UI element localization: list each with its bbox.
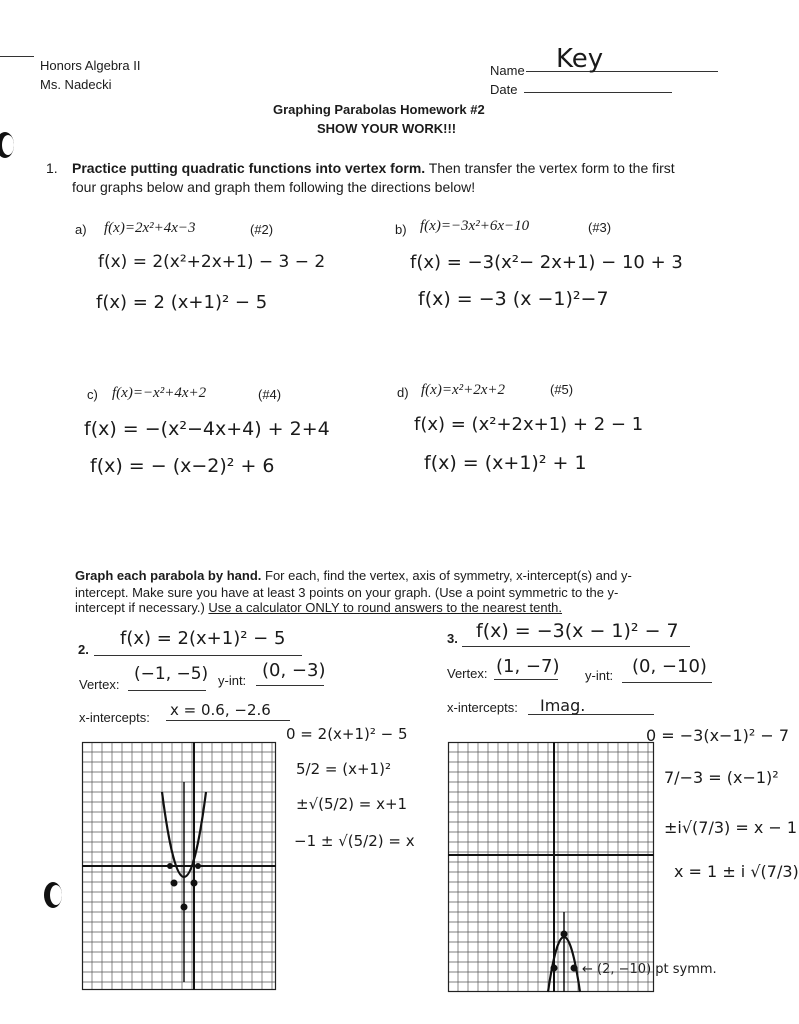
part-b-ref: (#3) [588,220,612,235]
part-c-ref: (#4) [258,387,282,402]
problem-3-symmetric-note: ← (2, −10) pt symm. [582,962,717,977]
part-c-function: f(x)=−x²+4x+2 [112,385,207,401]
name-value: Key [556,44,604,74]
yint-point-2 [191,880,198,887]
part-c-work1: f(x) = −(x²−4x+4) + 2+4 [84,418,330,440]
part-c-work2: f(x) = − (x−2)² + 6 [90,455,275,477]
sym-point-2 [171,880,178,887]
teacher-name: Ms. Nadecki [40,77,112,92]
part-c-label: c) [87,387,98,402]
problem-2-yint: (0, −3) [262,660,326,681]
problem-2-work-1: 0 = 2(x+1)² − 5 [286,725,408,743]
part-a-function: f(x)=2x²+4x−3 [104,220,196,236]
part-d-label: d) [397,385,409,400]
q1-prompt [72,160,675,176]
problem-2-equation: f(x) = 2(x+1)² − 5 [120,628,286,649]
page-subtitle: SHOW YOUR WORK!!! [317,121,457,136]
q1-prompt-line2: four graphs below and graph them following the directions below! [72,179,476,195]
xint-point-2a [167,863,173,869]
part-d-ref: (#5) [550,382,574,397]
sym-point-3 [571,965,578,972]
instructions-line3 [75,600,562,615]
course-name: Honors Algebra II [40,58,141,73]
vertex-point-3 [561,931,568,938]
problem-3-work-4: x = 1 ± i √(7/3) [674,862,799,881]
problem-2-xint-label: x-intercepts: [79,710,150,725]
problem-2-xint: x = 0.6, −2.6 [170,701,271,719]
part-a-ref: (#2) [250,222,274,237]
instructions-line1 [75,568,632,583]
grid-lines-3 [448,742,654,992]
part-a-label: a) [75,222,87,237]
xint-point-2b [195,863,201,869]
part-a-work2: f(x) = 2 (x+1)² − 5 [96,292,268,313]
problem-3-equation: f(x) = −3(x − 1)² − 7 [476,620,679,642]
problem-2-equation-line [94,655,302,656]
problem-3-work-3: ±i√(7/3) = x − 1 [664,818,798,837]
graph-problem-2 [82,742,276,990]
problem-3-yint-label: y-int: [585,668,614,683]
part-b-label: b) [395,222,407,237]
margin-line [0,56,34,57]
part-b-function: f(x)=−3x²+6x−10 [420,218,530,234]
problem-3-xint-label: x-intercepts: [447,700,518,715]
problem-2-vertex-label: Vertex: [79,677,120,692]
problem-2-work-3: ±√(5/2) = x+1 [296,795,408,813]
name-line [526,71,718,72]
problem-3-vertex: (1, −7) [496,656,560,677]
graph-problem-3 [448,742,654,992]
problem-3-equation-line [462,646,690,647]
problem-3-work-2: 7/−3 = (x−1)² [664,768,779,787]
problem-3-vertex-label: Vertex: [447,666,488,681]
problem-3-work-1: 0 = −3(x−1)² − 7 [646,726,790,745]
part-b-work1: f(x) = −3(x²− 2x+1) − 10 + 3 [410,252,683,273]
problem-3-xint: Imag. [540,696,586,715]
problem-3-yint-line [622,682,712,683]
problem-2-work-4: −1 ± √(5/2) = x [294,832,415,850]
instructions-line2: intercept. Make sure you have at least 3 points on your graph. (Use a point symmetric to the y- [75,585,619,600]
problem-3-yint: (0, −10) [632,656,707,677]
grid-border-3 [449,743,654,992]
problem-2-work-2: 5/2 = (x+1)² [296,760,391,778]
q1-number: 1. [46,160,58,176]
problem-2-yint-line [256,685,324,686]
instructions-line1-rest: For each, find the vertex, axis of symmetry, x-intercept(s) and y- [261,568,632,583]
problem-2-vertex-line [128,690,206,691]
date-label: Date [490,82,518,97]
instructions-bold: Graph each parabola by hand. [75,568,262,583]
q1-prompt-rest: Then transfer the vertex form to the first [425,160,675,176]
binder-hole-top [0,132,14,158]
problem-2-number: 2. [78,642,89,657]
part-a-work1: f(x) = 2(x²+2x+1) − 3 − 2 [98,252,326,272]
date-line [524,92,672,93]
part-d-function: f(x)=x²+2x+2 [421,382,505,398]
problem-3-vertex-line [494,679,558,680]
part-b-work2: f(x) = −3 (x −1)²−7 [418,288,609,310]
part-d-work1: f(x) = (x²+2x+1) + 2 − 1 [414,414,644,435]
problem-2-xint-line [166,720,290,721]
binder-hole-bottom [44,882,62,908]
vertex-point-2 [181,904,188,911]
problem-2-vertex: (−1, −5) [134,664,209,684]
instructions-line3-underlined: Use a calculator ONLY to round answers to the nearest tenth. [208,600,563,615]
yint-point-3 [551,965,558,972]
problem-2-yint-label: y-int: [218,673,247,688]
name-label: Name [490,63,525,78]
problem-3-number: 3. [447,631,458,646]
instructions-line3-plain: intercept if necessary.) [75,600,209,615]
part-d-work2: f(x) = (x+1)² + 1 [424,452,587,474]
q1-prompt-bold: Practice putting quadratic functions into vertex form. [72,160,426,176]
page-title: Graphing Parabolas Homework #2 [273,102,485,117]
